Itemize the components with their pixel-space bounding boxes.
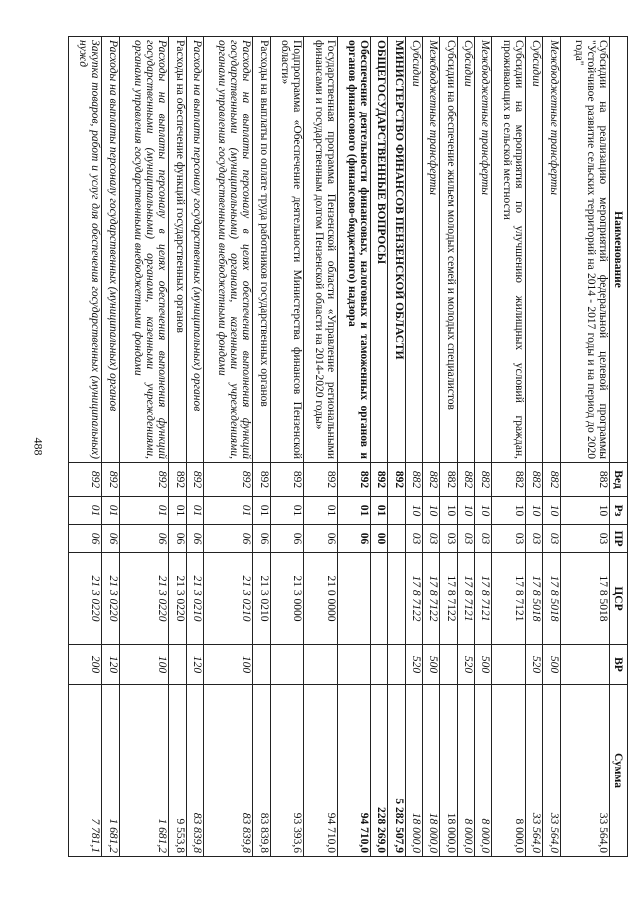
- cell-ved: 892: [270, 463, 303, 497]
- cell-csr: 21 3 0210: [204, 553, 253, 645]
- cell-rz: 01: [169, 497, 186, 525]
- cell-ved: 892: [186, 463, 203, 497]
- cell-csr: 17 8 7121: [457, 553, 474, 645]
- cell-pr: 06: [119, 525, 168, 553]
- cell-name: Межбюджетные трансферты: [475, 37, 492, 463]
- cell-name: Закупка товаров, работ и услуг для обеспечения государственных (муниципальных) нужд: [69, 37, 103, 463]
- cell-rz: 01: [370, 497, 387, 525]
- cell-csr: 21 0 0000: [304, 553, 337, 645]
- cell-vr: 520: [525, 645, 542, 685]
- table-row: [388, 37, 405, 857]
- cell-rz: 01: [69, 497, 103, 525]
- cell-pr: 06: [204, 525, 253, 553]
- cell-vr: 120: [102, 645, 119, 685]
- cell-pr: 06: [186, 525, 203, 553]
- table-row: [405, 37, 422, 857]
- cell-ved: 892: [253, 463, 270, 497]
- cell-csr: 17 8 7121: [475, 553, 492, 645]
- cell-pr: 03: [492, 525, 525, 553]
- cell-vr: 500: [423, 645, 440, 685]
- cell-csr: 17 8 7122: [440, 553, 457, 645]
- cell-csr: [370, 553, 387, 645]
- cell-vr: 500: [543, 645, 560, 685]
- cell-rz: 01: [253, 497, 270, 525]
- cell-vr: [370, 645, 387, 685]
- table-row: [525, 37, 542, 857]
- cell-csr: 21 3 0000: [270, 553, 303, 645]
- cell-rz: 10: [525, 497, 542, 525]
- cell-pr: 03: [423, 525, 440, 553]
- cell-rz: 01: [119, 497, 168, 525]
- cell-csr: 17 8 7121: [492, 553, 525, 645]
- cell-csr: 21 3 0220: [169, 553, 186, 645]
- cell-ved: 882: [440, 463, 457, 497]
- table-row: [253, 37, 270, 857]
- cell-rz: 10: [475, 497, 492, 525]
- cell-name: Субсидии: [405, 37, 422, 463]
- cell-rz: 10: [492, 497, 525, 525]
- table-body: [69, 37, 610, 857]
- cell-vr: 520: [457, 645, 474, 685]
- cell-csr: 21 3 0210: [186, 553, 203, 645]
- cell-sum: 18 000,0: [423, 685, 440, 857]
- table-row: [560, 37, 609, 857]
- cell-csr: 17 8 7122: [405, 553, 422, 645]
- cell-vr: [560, 645, 609, 685]
- table-row: [69, 37, 103, 857]
- cell-ved: 892: [370, 463, 387, 497]
- cell-ved: 892: [304, 463, 337, 497]
- cell-ved: 882: [543, 463, 560, 497]
- cell-pr: 06: [169, 525, 186, 553]
- header-sum: Сумма: [610, 685, 628, 857]
- cell-sum: 7 781,1: [69, 685, 103, 857]
- cell-ved: 882: [525, 463, 542, 497]
- table-row: [270, 37, 303, 857]
- table-row: [119, 37, 168, 857]
- cell-name: ОБЩЕГОСУДАРСТВЕННЫЕ ВОПРОСЫ: [370, 37, 387, 463]
- budget-table: [68, 36, 628, 857]
- cell-sum: 228 269,0: [370, 685, 387, 857]
- cell-sum: 83 839,8: [204, 685, 253, 857]
- cell-vr: [388, 645, 405, 685]
- cell-name: МИНИСТЕРСТВО ФИНАНСОВ ПЕНЗЕНСКОЙ ОБЛАСТИ: [388, 37, 405, 463]
- cell-ved: 892: [119, 463, 168, 497]
- cell-ved: 892: [388, 463, 405, 497]
- table-row: [102, 37, 119, 857]
- cell-sum: 93 393,6: [270, 685, 303, 857]
- cell-name: Государственная программа Пензенской области «Управление региональными финансами и государственным долгом Пензенской области на 2014-2020 годы»: [304, 37, 337, 463]
- table-row: [370, 37, 387, 857]
- header-name: Наименование: [610, 37, 628, 463]
- page-number: 488: [31, 437, 46, 456]
- cell-rz: 10: [405, 497, 422, 525]
- cell-name: Субсидии на обеспечение жильем молодых семей и молодых специалистов: [440, 37, 457, 463]
- cell-csr: 17 8 7122: [423, 553, 440, 645]
- cell-vr: 520: [405, 645, 422, 685]
- cell-name: Расходы на выплаты по оплате труда работников государственных органов: [253, 37, 270, 463]
- cell-sum: 83 839,8: [186, 685, 203, 857]
- cell-sum: 33 564,0: [543, 685, 560, 857]
- cell-sum: 1 681,2: [119, 685, 168, 857]
- cell-name: Субсидии: [457, 37, 474, 463]
- cell-name: Межбюджетные трансферты: [543, 37, 560, 463]
- cell-name: Расходы на выплаты персоналу государственных (муниципальных) органов: [186, 37, 203, 463]
- cell-sum: 33 564,0: [560, 685, 609, 857]
- table-row: [457, 37, 474, 857]
- cell-vr: 200: [69, 645, 103, 685]
- cell-name: Подпрограмма «Обеспечение деятельности Министерства финансов Пензенской области»: [270, 37, 303, 463]
- table-row: [543, 37, 560, 857]
- table-row: [186, 37, 203, 857]
- cell-name: Субсидии: [525, 37, 542, 463]
- cell-rz: 10: [457, 497, 474, 525]
- cell-name: Обеспечение деятельности финансовых, налоговых и таможенных органов и органов финансового (финансово-бюджетного) надзора: [337, 37, 370, 463]
- cell-csr: 21 3 0210: [253, 553, 270, 645]
- table-row: [492, 37, 525, 857]
- cell-rz: [388, 497, 405, 525]
- table-row: [337, 37, 370, 857]
- cell-rz: 01: [270, 497, 303, 525]
- cell-name: Межбюджетные трансферты: [423, 37, 440, 463]
- cell-pr: 06: [337, 525, 370, 553]
- cell-rz: 01: [304, 497, 337, 525]
- header-pr: ПР: [610, 525, 628, 553]
- cell-csr: 17 8 5018: [560, 553, 609, 645]
- header-row: [610, 37, 628, 857]
- cell-name: Расходы на выплаты персоналу в целях обеспечения выполнения функций государственными (муниципальными) органами, казенными учреждениями, органами управления государственными внебюджетными фондами: [119, 37, 168, 463]
- cell-pr: 06: [102, 525, 119, 553]
- cell-ved: 892: [337, 463, 370, 497]
- cell-rz: 10: [440, 497, 457, 525]
- table-row: [204, 37, 253, 857]
- cell-rz: 10: [423, 497, 440, 525]
- cell-csr: 17 8 5018: [525, 553, 542, 645]
- cell-csr: [337, 553, 370, 645]
- table-row: [423, 37, 440, 857]
- cell-pr: 03: [475, 525, 492, 553]
- header-ved: Вед: [610, 463, 628, 497]
- cell-pr: 06: [253, 525, 270, 553]
- header-vr: ВР: [610, 645, 628, 685]
- cell-csr: 21 3 0220: [102, 553, 119, 645]
- cell-name: Расходы на выплаты персоналу государственных (муниципальных) органов: [102, 37, 119, 463]
- cell-ved: 892: [169, 463, 186, 497]
- table-row: [475, 37, 492, 857]
- cell-ved: 892: [69, 463, 103, 497]
- cell-csr: 21 3 0220: [69, 553, 103, 645]
- cell-vr: [492, 645, 525, 685]
- cell-sum: 5 282 507,9: [388, 685, 405, 857]
- cell-name: Субсидии на мероприятия по улучшению жилищных условий граждан, проживающих в сельской местности: [492, 37, 525, 463]
- cell-vr: [440, 645, 457, 685]
- cell-pr: 03: [525, 525, 542, 553]
- cell-csr: [388, 553, 405, 645]
- cell-pr: 06: [304, 525, 337, 553]
- cell-pr: 03: [440, 525, 457, 553]
- cell-csr: 21 3 0220: [119, 553, 168, 645]
- cell-name: Субсидии на реализацию мероприятий федеральной целевой программы "Устойчивое развитие сельских территорий на 2014 - 2017 годы и на период до 2020 года": [560, 37, 609, 463]
- cell-rz: 10: [543, 497, 560, 525]
- cell-sum: 18 000,0: [405, 685, 422, 857]
- page-number-wrap: [28, 437, 48, 460]
- cell-pr: 03: [405, 525, 422, 553]
- cell-pr: [388, 525, 405, 553]
- cell-vr: 500: [475, 645, 492, 685]
- cell-rz: 01: [186, 497, 203, 525]
- header-rz: Рз: [610, 497, 628, 525]
- cell-vr: [304, 645, 337, 685]
- cell-sum: 9 553,8: [169, 685, 186, 857]
- cell-pr: 00: [370, 525, 387, 553]
- cell-ved: 882: [405, 463, 422, 497]
- cell-rz: 01: [102, 497, 119, 525]
- cell-name: Расходы на выплаты персоналу в целях обеспечения выполнения функций государственными (муниципальными) органами, казенными учреждениями, органами управления государственными внебюджетными фондами: [204, 37, 253, 463]
- cell-ved: 882: [560, 463, 609, 497]
- table-row: [440, 37, 457, 857]
- cell-pr: 06: [270, 525, 303, 553]
- cell-vr: [169, 645, 186, 685]
- cell-sum: 8 000,0: [492, 685, 525, 857]
- cell-vr: [337, 645, 370, 685]
- cell-pr: 06: [69, 525, 103, 553]
- cell-sum: 18 000,0: [440, 685, 457, 857]
- cell-sum: 1 681,2: [102, 685, 119, 857]
- cell-pr: 03: [560, 525, 609, 553]
- cell-rz: 10: [560, 497, 609, 525]
- rotated-page: [68, 36, 628, 856]
- cell-vr: 100: [119, 645, 168, 685]
- cell-sum: 33 564,0: [525, 685, 542, 857]
- cell-vr: [270, 645, 303, 685]
- cell-csr: 17 8 5018: [543, 553, 560, 645]
- cell-ved: 882: [492, 463, 525, 497]
- cell-pr: 03: [543, 525, 560, 553]
- cell-vr: [253, 645, 270, 685]
- cell-sum: 8 000,0: [457, 685, 474, 857]
- cell-rz: 01: [204, 497, 253, 525]
- cell-name: Расходы на обеспечение функций государственных органов: [169, 37, 186, 463]
- cell-ved: 882: [457, 463, 474, 497]
- cell-sum: 8 000,0: [475, 685, 492, 857]
- cell-sum: 94 710,0: [304, 685, 337, 857]
- cell-ved: 892: [102, 463, 119, 497]
- table-row: [304, 37, 337, 857]
- table-row: [169, 37, 186, 857]
- cell-vr: 120: [186, 645, 203, 685]
- cell-rz: 01: [337, 497, 370, 525]
- cell-vr: 100: [204, 645, 253, 685]
- cell-pr: 03: [457, 525, 474, 553]
- cell-sum: 94 710,0: [337, 685, 370, 857]
- header-csr: ЦСР: [610, 553, 628, 645]
- cell-ved: 882: [475, 463, 492, 497]
- table-holder: [68, 36, 628, 856]
- cell-sum: 83 839,8: [253, 685, 270, 857]
- cell-ved: 892: [204, 463, 253, 497]
- cell-ved: 882: [423, 463, 440, 497]
